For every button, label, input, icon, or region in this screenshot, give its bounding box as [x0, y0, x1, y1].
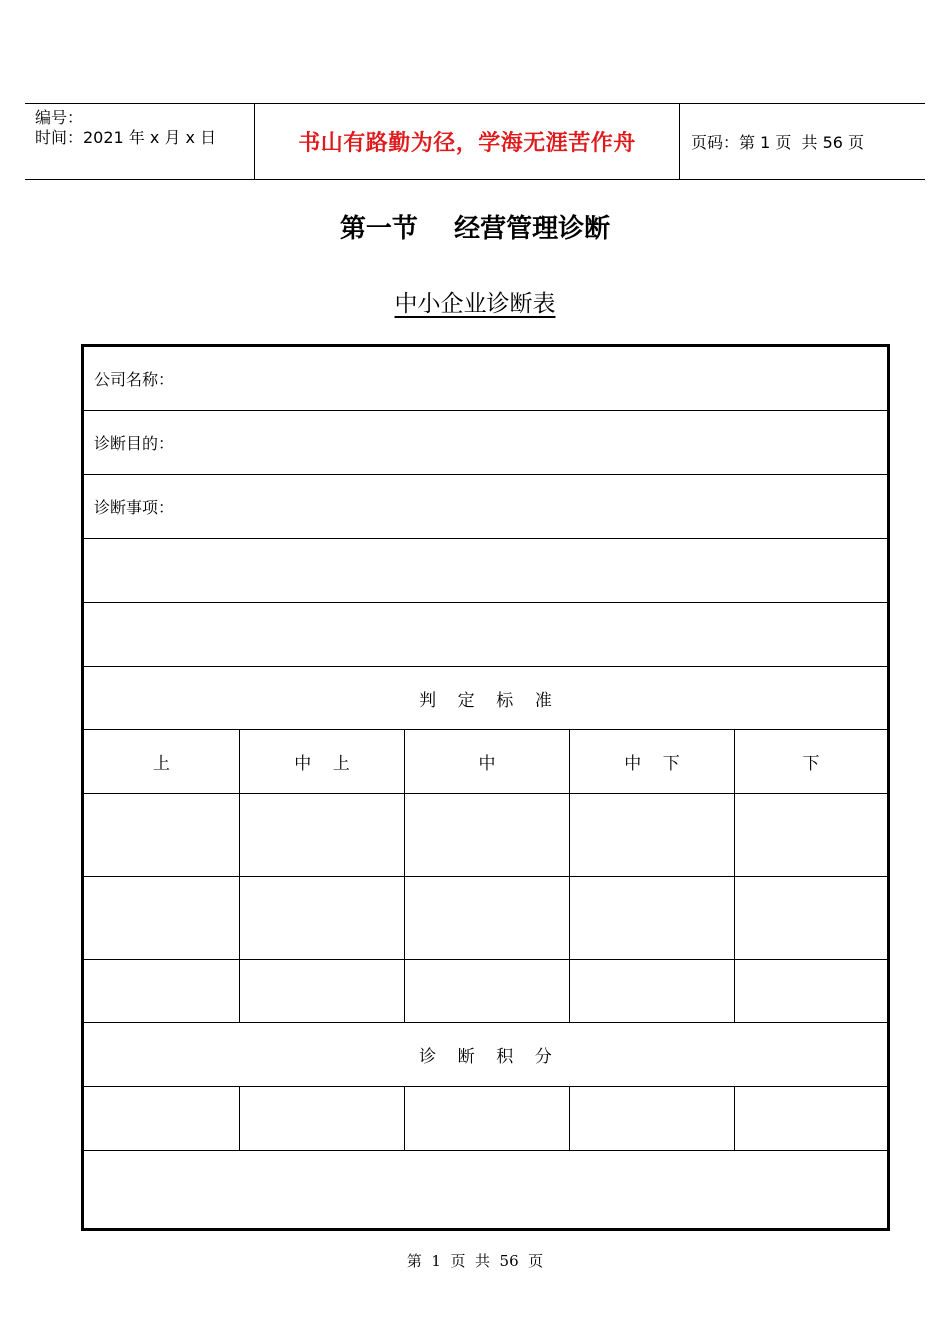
remarks-row — [84, 1150, 887, 1228]
blank-row — [84, 602, 887, 666]
score-cell — [734, 1087, 887, 1150]
criteria-cell — [734, 877, 887, 959]
criteria-cell — [404, 877, 569, 959]
criteria-heading-row — [84, 666, 887, 729]
level-cell: 中 下 — [569, 730, 734, 793]
criteria-cell — [404, 794, 569, 876]
table-title: 中小企业诊断表 — [394, 291, 556, 317]
score-heading-row — [84, 1022, 887, 1086]
page-footer: 第 1 页 共 56 页 — [406, 1252, 544, 1270]
criteria-cell — [239, 877, 404, 959]
items-row — [84, 474, 887, 538]
purpose-row — [84, 410, 887, 474]
criteria-cell — [569, 877, 734, 959]
page-header — [25, 103, 925, 180]
criteria-cell — [84, 794, 239, 876]
criteria-cell — [569, 794, 734, 876]
score-cell — [84, 1087, 239, 1150]
level-cell: 上 — [153, 754, 170, 774]
criteria-row — [84, 793, 887, 876]
motto: 书山有路勤为径，学海无涯苦作舟 — [254, 104, 680, 179]
score-row — [84, 1086, 887, 1150]
table-title-wrapper — [0, 285, 950, 318]
page-info: 页码：第 1 页 共 56 页 — [691, 133, 865, 152]
score-cell — [569, 1087, 734, 1150]
score-cell — [239, 1087, 404, 1150]
criteria-cell — [404, 960, 569, 1022]
criteria-row — [84, 876, 887, 959]
blank-row — [84, 538, 887, 602]
criteria-cell — [734, 794, 887, 876]
criteria-cell — [239, 960, 404, 1022]
purpose-label: 诊断目的： — [94, 434, 175, 453]
company-row — [84, 347, 887, 410]
score-cell — [404, 1087, 569, 1150]
criteria-cell — [734, 960, 887, 1022]
time-label: 时间：2021 年 x 月 x 日 — [35, 128, 217, 147]
criteria-cell — [84, 960, 239, 1022]
criteria-cell — [239, 794, 404, 876]
levels-row — [84, 729, 887, 793]
number-label: 编号： — [35, 108, 84, 127]
criteria-row — [84, 959, 887, 1022]
level-cell: 中 上 — [239, 730, 404, 793]
level-cell: 下 — [734, 730, 887, 793]
company-label: 公司名称： — [94, 370, 175, 389]
items-label: 诊断事项： — [94, 498, 175, 517]
score-heading: 诊 断 积 分 — [419, 1047, 552, 1067]
criteria-heading: 判 定 标 准 — [419, 690, 552, 711]
header-meta — [25, 104, 254, 179]
criteria-cell — [569, 960, 734, 1022]
section-title: 第一节 经营管理诊断 — [339, 214, 611, 244]
criteria-cell — [84, 877, 239, 959]
level-cell: 中 — [404, 730, 569, 793]
diagnosis-form — [81, 344, 890, 1231]
